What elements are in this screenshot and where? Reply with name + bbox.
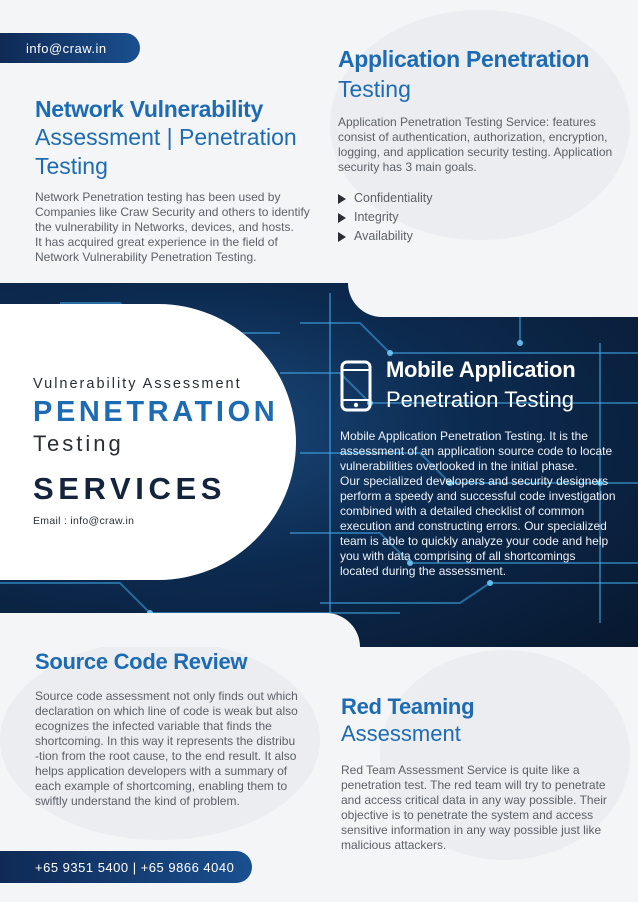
source-body-line: ecognizes the infected variable that finds the: [35, 719, 272, 733]
red-team-section: [341, 693, 631, 853]
goal-item: [338, 227, 628, 246]
source-body-line: helps application developers with a summary of: [35, 764, 288, 778]
application-section: [338, 44, 628, 246]
mobile-section: [340, 356, 630, 579]
network-body-line: Network Vulnerability Penetration Testing.: [35, 250, 257, 264]
network-body-line: Network Penetration testing has been used by: [35, 190, 281, 204]
source-code-body: [35, 689, 325, 809]
source-body-line: declaration on which line of code is weak but also: [35, 704, 298, 718]
phone-pill-text: +65 9351 5400 | +65 9866 4040: [35, 859, 235, 875]
triangle-bullet-icon: [338, 194, 346, 204]
mobile-phone-icon: [340, 360, 372, 412]
mobile-body-line: you with data comprising of all shortcomings: [340, 549, 576, 563]
source-body-line: -tion from the root cause, to the end result. It also: [35, 749, 297, 763]
network-title: Network Vulnerability: [35, 96, 264, 122]
hero-text: [33, 376, 293, 527]
band-corner-cut: [0, 613, 360, 647]
hero-line-2: PENETRATION: [33, 396, 279, 428]
mobile-body-line: execution and constructing errors. Our specialized: [340, 519, 607, 533]
mobile-body-line: team is able to quickly analyze your code and help: [340, 534, 609, 548]
hero-line-1: Vulnerability Assessment: [33, 376, 242, 392]
source-body-line: shortcoming. In this way it represents the distribu: [35, 734, 296, 748]
application-goals-list: [338, 189, 628, 246]
triangle-bullet-icon: [338, 213, 346, 223]
network-subtitle-1: Assessment | Penetration: [35, 124, 297, 150]
band-corner-cut: [348, 283, 638, 317]
mobile-body-line: Our specialized developers and security designers: [340, 474, 609, 488]
mobile-body-line: located during the assessment.: [340, 564, 507, 578]
mobile-title: Mobile Application: [386, 357, 576, 382]
phone-pill[interactable]: [0, 851, 252, 883]
source-body-line: swiftly understand the kind of problem.: [35, 794, 240, 808]
goal-label: Integrity: [354, 210, 399, 224]
network-subtitle-2: Testing: [35, 153, 108, 179]
goal-label: Availability: [354, 229, 413, 243]
red-team-title: Red Teaming: [341, 694, 475, 719]
hero-email[interactable]: Email : info@craw.in: [33, 515, 135, 527]
red-team-subtitle: Assessment: [341, 721, 461, 746]
mobile-body-line: vulnerabilities overlooked in the initial phase.: [340, 459, 578, 473]
redteam-body-line: Red Team Assessment Service is quite like a: [341, 763, 580, 777]
mobile-body-line: combined with a detailed checklist of common: [340, 504, 585, 518]
email-pill-text: info@craw.in: [26, 40, 107, 56]
application-body-line: logging, and application security testing. Application: [338, 145, 613, 159]
mobile-body-line: perform a speedy and successful code investigation: [340, 489, 616, 503]
mobile-body-line: Mobile Application Penetration Testing. It is the: [340, 429, 588, 443]
application-title: Application Penetration: [338, 46, 590, 72]
triangle-bullet-icon: [338, 232, 346, 242]
source-body-line: each example of shortcoming, enabling them to: [35, 779, 288, 793]
source-code-section: [35, 648, 325, 809]
network-body-line: It has acquired great experience in the field of: [35, 235, 278, 249]
application-body: [338, 115, 628, 175]
mobile-body-line: assessment of an application source code to locate: [340, 444, 613, 458]
network-body: [35, 190, 325, 265]
redteam-body-line: malicious attackers.: [341, 838, 447, 852]
goal-item: [338, 189, 628, 208]
application-subtitle: Testing: [338, 76, 411, 102]
application-body-line: Application Penetration Testing Service: features: [338, 115, 596, 129]
mobile-body: [340, 429, 630, 579]
redteam-body-line: sensitive information in any way possible just like: [341, 823, 602, 837]
email-pill[interactable]: [0, 33, 140, 63]
network-section: [35, 96, 325, 265]
application-body-line: security has 3 main goals.: [338, 160, 477, 174]
source-body-line: Source code assessment not only finds out which: [35, 689, 298, 703]
hero-line-4: SERVICES: [33, 471, 227, 506]
source-code-title: Source Code Review: [35, 649, 248, 674]
red-team-body: [341, 763, 631, 853]
hero-line-3: Testing: [33, 431, 124, 456]
network-body-line: the vulnerability in Networks, devices, and hosts.: [35, 220, 294, 234]
application-body-line: consist of authentication, authorization, encryption,: [338, 130, 608, 144]
redteam-body-line: penetration test. The red team will try to penetrate: [341, 778, 606, 792]
goal-item: [338, 208, 628, 227]
redteam-body-line: and access critical data in any way possible. Their: [341, 793, 607, 807]
goal-label: Confidentiality: [354, 191, 433, 205]
network-body-line: Companies like Craw Security and others to identify: [35, 205, 310, 219]
redteam-body-line: objective is to penetrate the system and access: [341, 808, 594, 822]
mobile-subtitle: Penetration Testing: [386, 387, 574, 412]
